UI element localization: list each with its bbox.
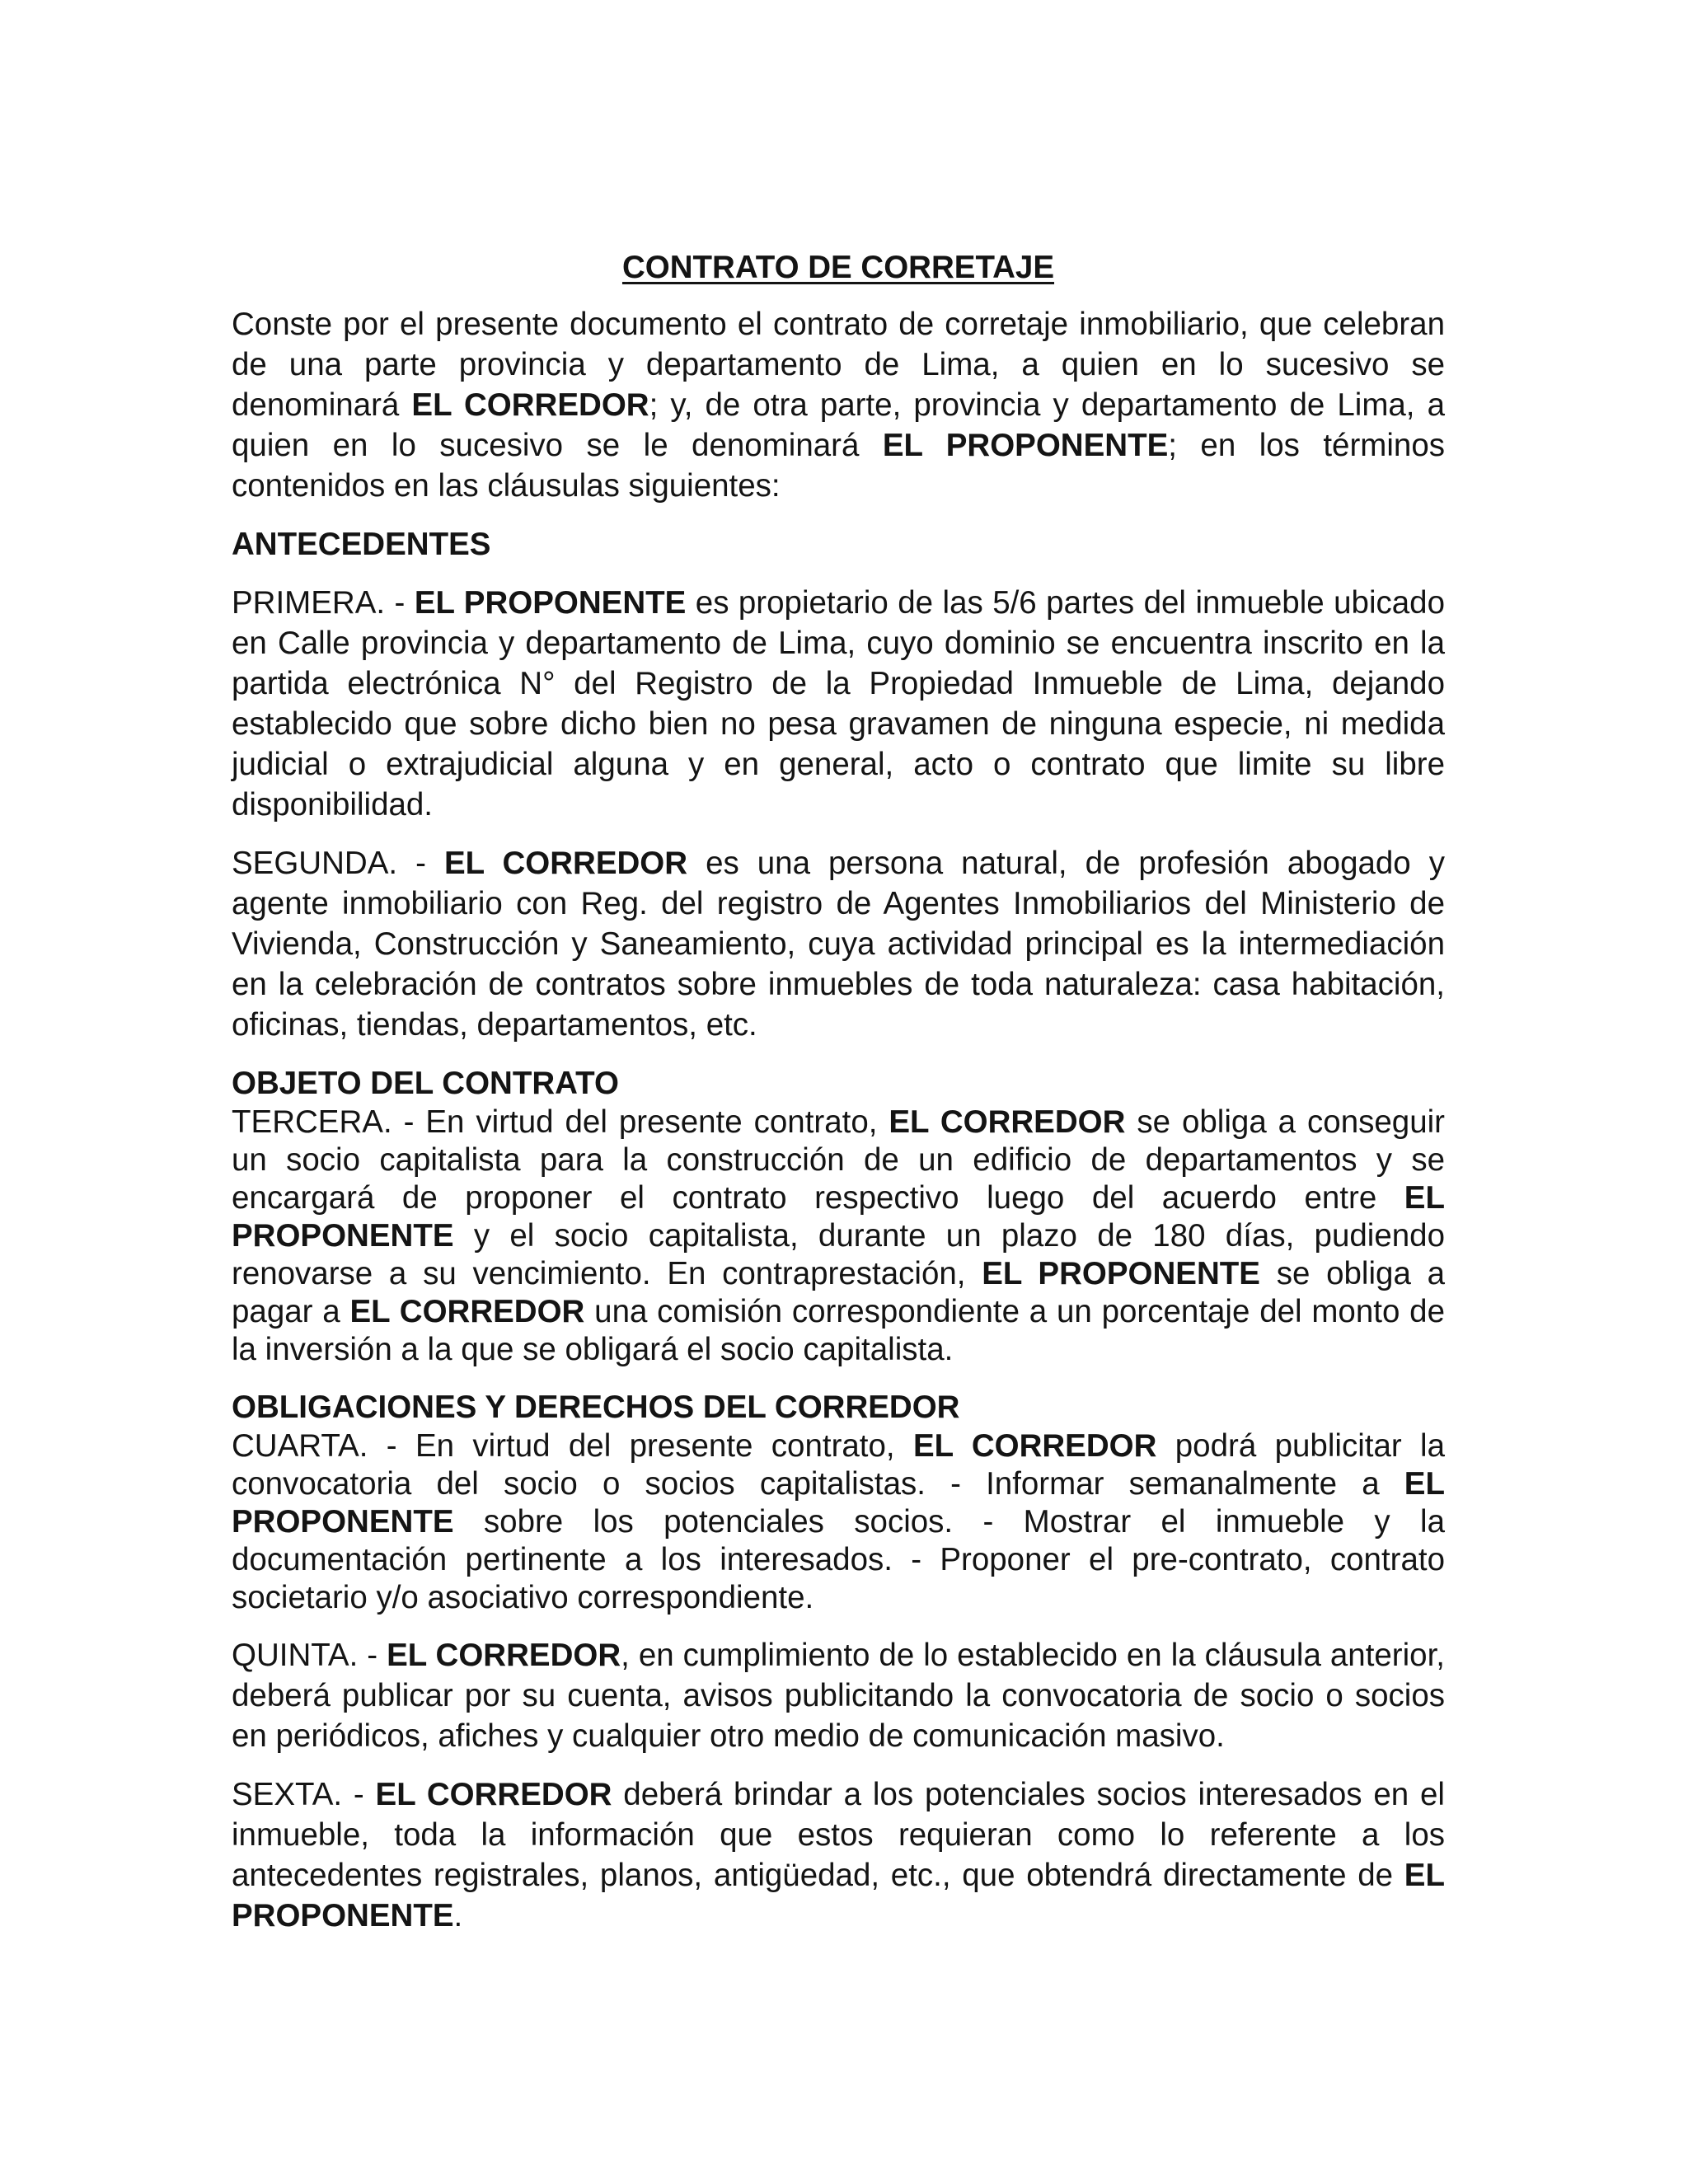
clause-text: sobre los potenciales socios. - Mostrar el inmueble y la documentación pertinente a los interesados. - Proponer el pre-contrato, contrato societario y/o asociativo correspondiente. xyxy=(232,1504,1445,1615)
clause-text: ; en los términos contenidos en las cláusulas siguientes: xyxy=(232,428,1445,504)
bold-party-name: EL CORREDOR xyxy=(411,387,649,423)
contract-page xyxy=(232,247,1445,1954)
clause-text: ; y, de otra parte, provincia y departamento de Lima, a quien en lo sucesivo se le denominará xyxy=(232,387,1445,463)
heading-antecedentes: ANTECEDENTES xyxy=(232,527,491,562)
clause-tercera xyxy=(232,1104,1445,1369)
bold-party-name: EL PROPONENTE xyxy=(982,1256,1260,1291)
clause-cuarta xyxy=(232,1427,1445,1617)
bold-party-name: EL CORREDOR xyxy=(387,1638,621,1673)
clause-text: se obliga a conseguir un socio capitalista para la construcción de un edificio de departamentos y se encargará de proponer el contrato respectivo luego del acuerdo entre xyxy=(232,1104,1445,1216)
clause-text: . xyxy=(453,1898,463,1933)
clause-text: es una persona natural, de profesión abogado y agente inmobiliario con Reg. del registro de Agentes Inmobiliarios del Ministerio de Vivienda, Construcción y Saneamiento, cuya actividad principal es la intermediación en la celebración de contratos sobre inmuebles de toda naturaleza: casa habitación, oficinas, tiendas, departamentos, etc. xyxy=(232,846,1445,1043)
heading-obligaciones-y-derechos: OBLIGACIONES Y DERECHOS DEL CORREDOR xyxy=(232,1390,960,1425)
clause-text: PRIMERA. - xyxy=(232,585,415,621)
clause-quinta xyxy=(232,1635,1445,1756)
clause-text: una comisión correspondiente a un porcentaje del monto de la inversión a la que se obligará el socio capitalista. xyxy=(232,1294,1445,1367)
clause-primera xyxy=(232,583,1445,825)
clause-text: Conste por el presente documento el contrato de corretaje inmobiliario, que celebran de una parte provincia y departamento de Lima, a quien en lo sucesivo se denominará xyxy=(232,307,1445,423)
bold-party-name: EL CORREDOR xyxy=(443,846,688,881)
clause-sexta xyxy=(232,1774,1445,1936)
clause-text: TERCERA. - En virtud del presente contrato, xyxy=(232,1104,889,1140)
clause-text: QUINTA. - xyxy=(232,1638,387,1673)
clause-segunda xyxy=(232,843,1445,1045)
clause-text: SEGUNDA. - xyxy=(232,846,444,881)
clause-text: deberá brindar a los potenciales socios interesados en el inmueble, toda la información que estos requieran como lo referente a los antecedentes registrales, planos, antigüedad, etc., que obtendrá directamente de xyxy=(232,1777,1445,1893)
bold-party-name: EL PROPONENTE xyxy=(232,1466,1445,1540)
bold-party-name: EL CORREDOR xyxy=(889,1104,1126,1140)
document-title: CONTRATO DE CORRETAJE xyxy=(621,250,1055,285)
clause-text: se obliga a pagar a xyxy=(232,1256,1445,1329)
bold-party-name: EL PROPONENTE xyxy=(882,428,1169,463)
clause-text: y el socio capitalista, durante un plazo de 180 días, pudiendo renovarse a su vencimiento. En contraprestación, xyxy=(232,1218,1445,1291)
clause-text: SEXTA. - xyxy=(232,1777,376,1812)
bold-party-name: EL CORREDOR xyxy=(912,1428,1157,1464)
clause-text: , en cumplimiento de lo establecido en la cláusula anterior, deberá publicar por su cuenta, avisos publicitando la convocatoria de socio o socios en periódicos, afiches y cualquier otro medio de comunicación masivo. xyxy=(232,1638,1445,1754)
clause-text: podrá publicitar la convocatoria del socio o socios capitalistas. - Informar semanalmente a xyxy=(232,1428,1445,1502)
clause-text: CUARTA. - En virtud del presente contrato, xyxy=(232,1428,913,1464)
bold-party-name: EL PROPONENTE xyxy=(232,1180,1445,1254)
bold-party-name: EL PROPONENTE xyxy=(232,1858,1445,1933)
bold-party-name: EL PROPONENTE xyxy=(414,585,687,621)
clause-text: es propietario de las 5/6 partes del inmueble ubicado en Calle provincia y departamento de Lima, cuyo dominio se encuentra inscrito en la partida electrónica N° del Registro de la Propiedad Inmueble de Lima, dejando establecido que sobre dicho bien no pesa gravamen de ninguna especie, ni medida judicial o extrajudicial alguna y en general, acto o contrato que limite su libre disponibilidad. xyxy=(232,585,1445,823)
bold-party-name: EL CORREDOR xyxy=(349,1294,585,1329)
heading-objeto-del-contrato: OBJETO DEL CONTRATO xyxy=(232,1066,619,1101)
intro-paragraph xyxy=(232,304,1445,506)
bold-party-name: EL CORREDOR xyxy=(375,1777,612,1812)
